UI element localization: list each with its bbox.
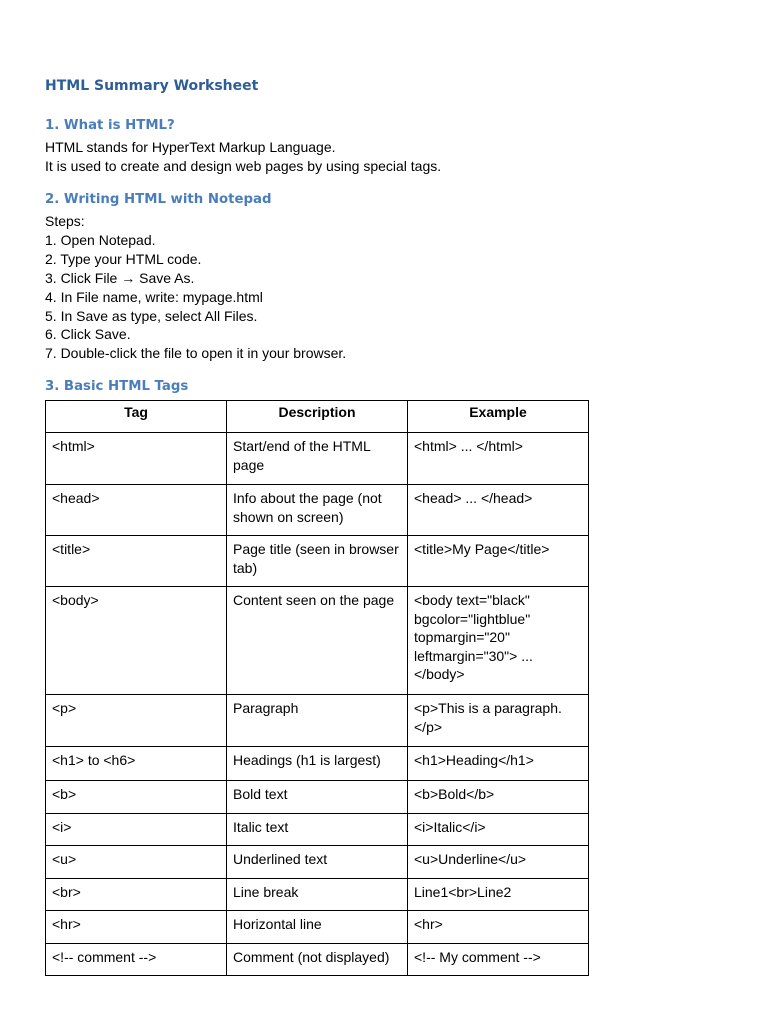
table-row bbox=[46, 911, 589, 944]
example-cell: Line1<br>Line2 bbox=[408, 879, 589, 911]
step-item: 3. Click File → Save As. bbox=[45, 269, 195, 286]
table-header-row bbox=[46, 401, 589, 433]
description-cell: Content seen on the page bbox=[227, 587, 408, 695]
table-row bbox=[46, 747, 589, 781]
step-item: 5. In Save as type, select All Files. bbox=[45, 307, 258, 324]
tag-cell: <br> bbox=[46, 879, 227, 911]
table-row bbox=[46, 781, 589, 814]
description-cell: Line break bbox=[227, 879, 408, 911]
section-heading-basic-tags: 3. Basic HTML Tags bbox=[45, 379, 189, 394]
description-cell: Start/end of the HTML page bbox=[227, 433, 408, 485]
tag-cell: <u> bbox=[46, 846, 227, 879]
tag-cell: <title> bbox=[46, 536, 227, 587]
step-item: 2. Type your HTML code. bbox=[45, 250, 202, 267]
example-cell: <head> ... </head> bbox=[408, 485, 589, 536]
column-header-tag: Tag bbox=[46, 401, 227, 433]
step-item: 7. Double-click the file to open it in your browser. bbox=[45, 345, 347, 362]
table-row bbox=[46, 846, 589, 879]
example-cell: <html> ... </html> bbox=[408, 433, 589, 485]
tags-table bbox=[45, 400, 589, 976]
example-cell: <i>Italic</i> bbox=[408, 814, 589, 846]
description-cell: Underlined text bbox=[227, 846, 408, 879]
description-cell: Paragraph bbox=[227, 695, 408, 747]
paragraph-line: HTML stands for HyperText Markup Language. bbox=[45, 139, 336, 155]
example-cell: <u>Underline</u> bbox=[408, 846, 589, 879]
tag-cell: <head> bbox=[46, 485, 227, 536]
table-row bbox=[46, 814, 589, 846]
steps-label: Steps: bbox=[45, 213, 85, 229]
tag-cell: <h1> to <h6> bbox=[46, 747, 227, 781]
table-row bbox=[46, 536, 589, 587]
steps-list bbox=[45, 212, 346, 363]
tag-cell: <body> bbox=[46, 587, 227, 695]
tag-cell: <hr> bbox=[46, 911, 227, 944]
description-cell: Headings (h1 is largest) bbox=[227, 747, 408, 781]
example-cell: <b>Bold</b> bbox=[408, 781, 589, 814]
description-cell: Bold text bbox=[227, 781, 408, 814]
example-cell: <body text="black" bgcolor="lightblue" topmargin="20" leftmargin="30"> ... </body> bbox=[408, 587, 589, 695]
tag-cell: <!-- comment --> bbox=[46, 944, 227, 976]
description-cell: Comment (not displayed) bbox=[227, 944, 408, 976]
description-cell: Horizontal line bbox=[227, 911, 408, 944]
tag-cell: <b> bbox=[46, 781, 227, 814]
tag-cell: <p> bbox=[46, 695, 227, 747]
section-heading-notepad: 2. Writing HTML with Notepad bbox=[45, 192, 272, 207]
description-cell: Info about the page (not shown on screen) bbox=[227, 485, 408, 536]
table-row bbox=[46, 879, 589, 911]
description-cell: Italic text bbox=[227, 814, 408, 846]
table-row bbox=[46, 587, 589, 695]
step-item: 6. Click Save. bbox=[45, 326, 131, 343]
example-cell: <h1>Heading</h1> bbox=[408, 747, 589, 781]
example-cell: <p>This is a paragraph.</p> bbox=[408, 695, 589, 747]
table-row bbox=[46, 944, 589, 976]
column-header-description: Description bbox=[227, 401, 408, 433]
tag-cell: <html> bbox=[46, 433, 227, 485]
table-row bbox=[46, 695, 589, 747]
column-header-example: Example bbox=[408, 401, 589, 433]
section-heading-what-is-html: 1. What is HTML? bbox=[45, 118, 175, 133]
step-item: 1. Open Notepad. bbox=[45, 231, 156, 248]
example-cell: <title>My Page</title> bbox=[408, 536, 589, 587]
page-title: HTML Summary Worksheet bbox=[45, 78, 259, 94]
description-cell: Page title (seen in browser tab) bbox=[227, 536, 408, 587]
example-cell: <hr> bbox=[408, 911, 589, 944]
step-item: 4. In File name, write: mypage.html bbox=[45, 288, 263, 305]
table-row bbox=[46, 485, 589, 536]
tag-cell: <i> bbox=[46, 814, 227, 846]
example-cell: <!-- My comment --> bbox=[408, 944, 589, 976]
paragraph-line: It is used to create and design web pages by using special tags. bbox=[45, 158, 442, 174]
table-row bbox=[46, 433, 589, 485]
